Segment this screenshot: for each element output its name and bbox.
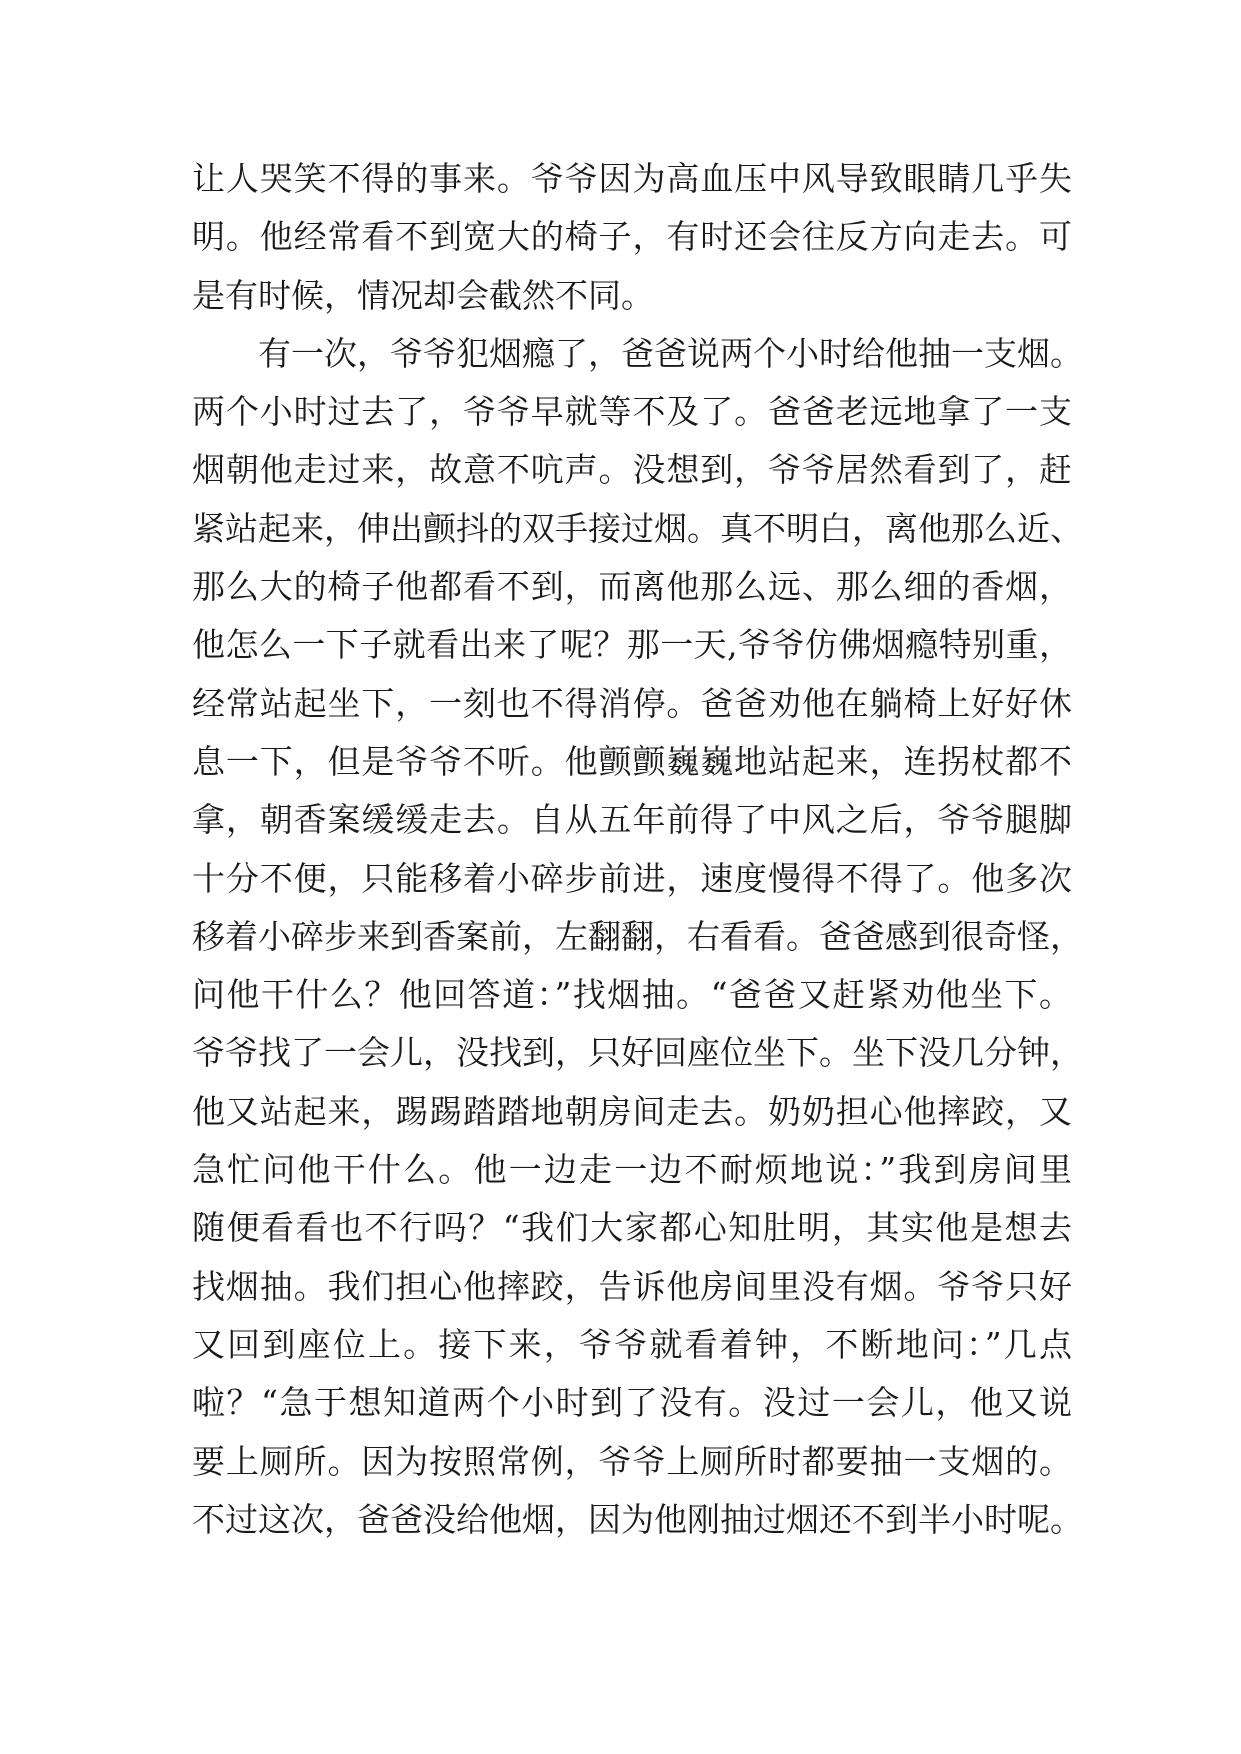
text-line: 经常站起坐下，一刻也不得消停。爸爸劝他在躺椅上好好休 [192,683,1072,723]
text-line: 要上厕所。因为按照常例，爷爷上厕所时都要抽一支烟的。 [192,1441,1072,1481]
text-line: 他怎么一下子就看出来了呢？那一天,爷爷仿佛烟瘾特别重， [192,625,1072,665]
text-line: 让人哭笑不得的事来。爷爷因为高血压中风导致眼睛几乎失 [192,159,1072,198]
body-text [192,150,1083,1549]
text-line: 随便看看也不行吗？“我们大家都心知肚明，其实他是想去 [192,1208,1072,1248]
text-line: 拿，朝香案缓缓走去。自从五年前得了中风之后，爷爷腿脚 [192,800,1072,840]
text-line: 明。他经常看不到宽大的椅子，有时还会往反方向走去。可 [192,217,1072,257]
text-line: 息一下，但是爷爷不听。他颤颤巍巍地站起来，连拐杖都不 [192,741,1072,781]
text-line: 啦？“急于想知道两个小时到了没有。没过一会儿，他又说 [192,1383,1072,1423]
text-line: 有一次，爷爷犯烟瘾了，爸爸说两个小时给他抽一支烟。 [258,333,1083,373]
text-line: 他又站起来，踢踢踏踏地朝房间走去。奶奶担心他摔跤，又 [192,1091,1072,1131]
text-line: 十分不便，只能移着小碎步前进，速度慢得不得了。他多次 [192,858,1072,898]
text-line: 急忙问他干什么。他一边走一边不耐烦地说：”我到房间里 [192,1150,1072,1190]
text-line: 不过这次，爸爸没给他烟，因为他刚抽过烟还不到半小时呢。 [192,1499,1083,1539]
text-line: 紧站起来，伸出颤抖的双手接过烟。真不明白，离他那么近、 [192,508,1083,548]
text-line: 找烟抽。我们担心他摔跤，告诉他房间里没有烟。爷爷只好 [192,1266,1072,1306]
text-line: 那么大的椅子他都看不到，而离他那么远、那么细的香烟， [192,567,1072,607]
text-line: 爷爷找了一会儿，没找到，只好回座位坐下。坐下没几分钟， [192,1033,1083,1073]
text-line: 烟朝他走过来，故意不吭声。没想到，爷爷居然看到了，赶 [192,450,1072,490]
text-line: 又回到座位上。接下来，爷爷就看着钟，不断地问：”几点 [192,1324,1072,1364]
text-line: 问他干什么？他回答道：”找烟抽。“爸爸又赶紧劝他坐下。 [192,975,1072,1015]
text-line: 是有时候，情况却会截然不同。 [192,275,654,315]
text-line: 两个小时过去了，爷爷早就等不及了。爸爸老远地拿了一支 [192,392,1072,432]
text-line: 移着小碎步来到香案前，左翻翻，右看看。爸爸感到很奇怪， [192,916,1083,956]
